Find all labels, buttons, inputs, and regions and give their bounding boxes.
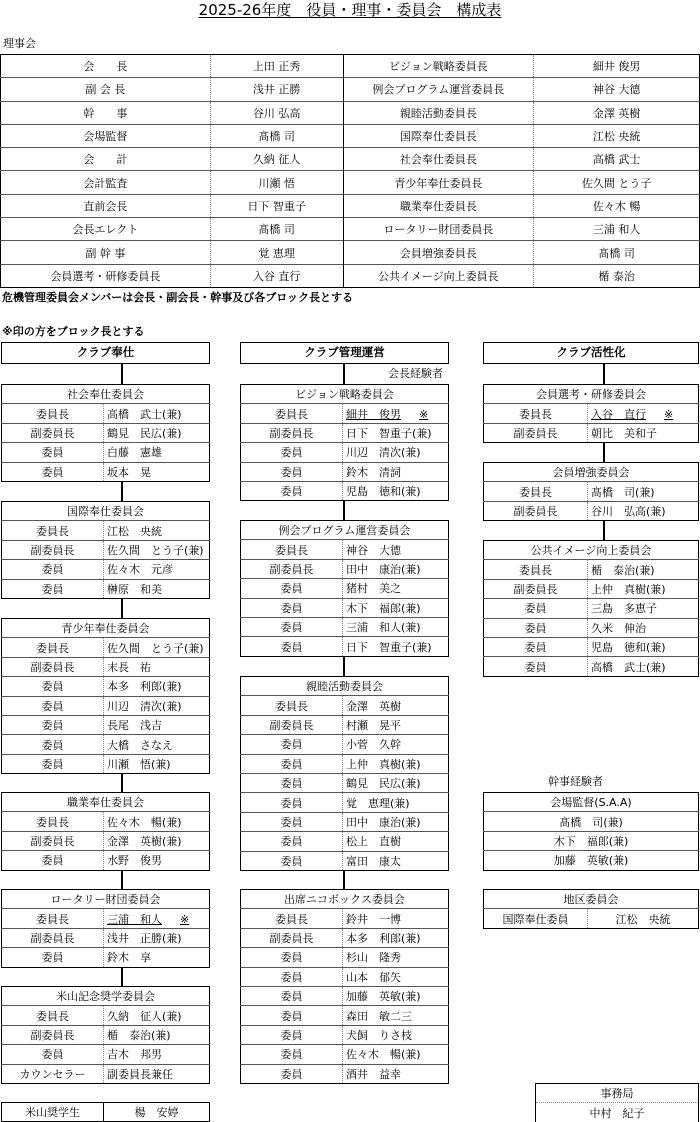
- committee-social: [1, 384, 210, 482]
- member-name: 佐久間 とう子(兼): [104, 638, 210, 657]
- member-name: 鈴木 清詞: [343, 462, 449, 481]
- member-name: 児島 徳和(兼): [343, 481, 449, 500]
- member-name: 高橋 武士(兼): [104, 404, 210, 423]
- board-name: 上田 正秀: [210, 55, 343, 78]
- past-secretary-label: 幹事経験者: [548, 775, 603, 788]
- committee-membership: [483, 462, 699, 521]
- member-name: 久納 征人(兼): [104, 1006, 210, 1025]
- member-name: 三浦 和人: [107, 912, 162, 926]
- board-name: 楯 泰治: [534, 264, 700, 287]
- connector: [343, 870, 345, 890]
- member-role: 委員: [241, 773, 343, 792]
- board-row: [1, 124, 700, 147]
- member-name: 佐々木 暢(兼): [343, 1045, 449, 1064]
- block-leader-mark: ※: [419, 407, 429, 421]
- board-label: 理事会: [3, 37, 36, 50]
- member-name: 楯 泰治(兼): [588, 560, 699, 579]
- board-row: [1, 148, 700, 171]
- member-name: 犬飼 りさ枝: [343, 1025, 449, 1044]
- member-name: 児島 徳和(兼): [588, 637, 699, 656]
- member-role: 委員: [241, 598, 343, 617]
- member-name: 浅井 正勝(兼): [104, 928, 210, 947]
- board-name: 佐久間 とう子: [534, 171, 700, 194]
- member-role: 委員: [241, 735, 343, 754]
- member-role: 委員: [2, 851, 104, 870]
- board-name: 神谷 大德: [534, 78, 700, 101]
- committee-title: 会場監督(S.A.A): [550, 796, 632, 810]
- committee-title: 社会奉仕委員会: [67, 388, 144, 402]
- board-name: 三浦 和人: [534, 218, 700, 241]
- member-role: 委員: [241, 832, 343, 851]
- member-name: 上仲 真樹(兼): [588, 579, 699, 598]
- committee-title: 出席ニコボックス委員会: [284, 893, 405, 907]
- member-role: 副委員長: [2, 1025, 104, 1044]
- block-leader-note: ※印の方をブロック長とする: [2, 325, 145, 338]
- member-role: カウンセラー: [2, 1064, 104, 1083]
- member-name: 日下 智重子(兼): [343, 423, 449, 442]
- member-name: 金澤 英樹: [343, 696, 449, 715]
- member-name: 小菅 久幹: [343, 735, 449, 754]
- office: [535, 1083, 699, 1122]
- member-role: 委員: [484, 637, 588, 656]
- member-role: 国際奉仕委員: [484, 909, 588, 928]
- committee-title: 青少年奉仕委員会: [61, 622, 150, 636]
- member-role: 委員: [2, 735, 104, 754]
- member-role: 委員長: [484, 482, 588, 501]
- member-name: 金澤 英樹(兼): [104, 831, 210, 850]
- committee-saa: [483, 792, 699, 871]
- board-role: 青少年奉仕委員長: [343, 171, 534, 194]
- committee-youth: [1, 618, 210, 774]
- committee-foundation: [1, 889, 210, 968]
- committee-vocational: [1, 792, 210, 871]
- member-name: 覚 恵理(兼): [343, 793, 449, 812]
- member-role: 委員: [484, 657, 588, 676]
- member-name: 鈴井 一博: [343, 909, 449, 928]
- member-role: 委員長: [2, 638, 104, 657]
- member-role: 副委員長: [484, 501, 588, 520]
- member-name: 神谷 大德: [343, 540, 449, 559]
- member-role: 委員長: [241, 404, 343, 423]
- board-role: 公共イメージ向上委員長: [343, 264, 534, 287]
- board-name: 高橋 武士: [534, 148, 700, 171]
- committee-selection: [483, 384, 699, 443]
- board-name: 覚 恵理: [210, 241, 343, 264]
- board-row: [1, 218, 700, 241]
- member-name: 鈴木 享: [104, 948, 210, 967]
- office-title: 事務局: [600, 1087, 634, 1101]
- board-role: 会長エレクト: [1, 218, 211, 241]
- member-role: 副委員長: [484, 423, 588, 442]
- member-role: 副委員長: [484, 579, 588, 598]
- member-name: 高橋 武士(兼): [588, 657, 699, 676]
- member-role: 副委員長: [2, 831, 104, 850]
- member-name: 江松 央統: [588, 909, 699, 928]
- connector: [121, 773, 123, 793]
- member-name: 木下 福郎(兼): [343, 598, 449, 617]
- member-name: 谷川 弘高(兼): [588, 501, 699, 520]
- block-leader-mark: ※: [180, 912, 190, 926]
- member-name: 髙橋 司(兼): [588, 482, 699, 501]
- board-role: 会 長: [1, 55, 211, 78]
- member-role: 委員長: [2, 812, 104, 831]
- member-name: 加藤 英敏(兼): [484, 851, 699, 870]
- member-name: 鶴見 民広(兼): [343, 773, 449, 792]
- member-role: 委員: [2, 948, 104, 967]
- committee-public-image: [483, 540, 699, 677]
- member-name: 長尾 浅吉: [104, 715, 210, 734]
- member-role: 委員長: [241, 696, 343, 715]
- member-role: 委員長: [2, 404, 104, 423]
- member-role: 委員: [241, 443, 343, 462]
- board-name: 佐々木 暢: [534, 194, 700, 217]
- page-title-text: 2025-26年度 役員・理事・委員会 構成表: [198, 1, 502, 19]
- member-role: 委員: [2, 754, 104, 773]
- board-name: 久納 征人: [210, 148, 343, 171]
- member-name: 江松 央統: [104, 521, 210, 540]
- member-role: 副委員長: [2, 657, 104, 676]
- committee-international: [1, 501, 210, 599]
- member-name: 川辺 清次(兼): [343, 443, 449, 462]
- connector: [603, 364, 605, 384]
- member-name: 細井 俊男: [346, 407, 401, 421]
- board-role: 会計監査: [1, 171, 211, 194]
- member-name: 富田 康太: [343, 851, 449, 870]
- board-name: 日下 智重子: [210, 194, 343, 217]
- member-name: 大橋 さなえ: [104, 735, 210, 754]
- board-table: [0, 54, 700, 288]
- block-leader-mark: ※: [664, 407, 674, 421]
- board-role: ロータリー財団委員長: [343, 218, 534, 241]
- member-name: 加藤 英敏(兼): [343, 986, 449, 1005]
- committee-program: [240, 520, 449, 657]
- member-role: 委員: [2, 560, 104, 579]
- committee-title: 国際奉仕委員会: [67, 505, 144, 519]
- member-name: 久米 伸治: [588, 618, 699, 637]
- member-name: 猪村 美之: [343, 579, 449, 598]
- board-role: 社会奉仕委員長: [343, 148, 534, 171]
- member-role: 委員長: [484, 404, 588, 423]
- member-name-block-leader: [343, 404, 449, 423]
- member-name-block-leader: [104, 909, 210, 928]
- committee-title: 職業奉仕委員会: [67, 796, 144, 810]
- board-role: 親睦活動委員長: [343, 101, 534, 124]
- board-role: 会場監督: [1, 124, 211, 147]
- connector: [603, 443, 605, 463]
- page-title: [0, 0, 700, 20]
- board-row: [1, 194, 700, 217]
- member-role: 副委員長: [241, 423, 343, 442]
- member-role: 委員: [241, 1025, 343, 1044]
- board-role: 副 幹 事: [1, 241, 211, 264]
- member-role: 委員: [2, 443, 104, 462]
- board-role: 国際奉仕委員長: [343, 124, 534, 147]
- member-role: 委員: [484, 599, 588, 618]
- committee-title: ビジョン戦略委員会: [295, 388, 394, 402]
- committee-fellowship: [240, 676, 449, 871]
- member-role: 委員: [241, 462, 343, 481]
- member-role: 委員: [241, 851, 343, 870]
- member-role: 委員: [241, 948, 343, 967]
- member-role: 委員: [241, 617, 343, 636]
- committee-yoneyama: [1, 986, 210, 1084]
- member-role: 委員長: [2, 909, 104, 928]
- member-role: 委員: [241, 481, 343, 500]
- member-name: 坂本 晃: [104, 462, 210, 481]
- member-role: 委員: [241, 754, 343, 773]
- connector: [121, 482, 123, 502]
- crisis-note: 危機管理委員会メンバーは会長・副会長・幹事及び各ブロック長とする: [2, 291, 354, 304]
- committee-title: 会員選考・研修委員会: [536, 388, 646, 402]
- member-role: 副委員長: [2, 928, 104, 947]
- committee-title: 親睦活動委員会: [306, 680, 383, 694]
- board-name: 川瀬 悟: [210, 171, 343, 194]
- board-row: [1, 264, 700, 287]
- member-name: 本多 利郎(兼): [343, 928, 449, 947]
- member-role: 委員: [241, 1045, 343, 1064]
- member-name: 日下 智重子(兼): [343, 637, 449, 656]
- member-role: 副委員長: [2, 540, 104, 559]
- member-role: 委員: [2, 677, 104, 696]
- member-name: 楊 安婷: [134, 1106, 179, 1120]
- connector: [603, 521, 605, 541]
- member-role: 委員: [2, 462, 104, 481]
- member-name: 三島 多恵子: [588, 599, 699, 618]
- board-name: 髙橋 司: [210, 218, 343, 241]
- board-row: [1, 55, 700, 78]
- member-name: 川瀬 悟(兼): [104, 754, 210, 773]
- board-name: 髙橋 司: [210, 124, 343, 147]
- member-name: 田中 康治(兼): [343, 559, 449, 578]
- member-role: 委員: [484, 618, 588, 637]
- member-role: 委員: [241, 812, 343, 831]
- connector: [121, 967, 123, 987]
- board-name: 谷川 弘高: [210, 101, 343, 124]
- member-role: 副委員長: [2, 423, 104, 442]
- member-name: 佐久間 とう子(兼): [104, 540, 210, 559]
- member-name: 髙橋 司(兼): [484, 812, 699, 831]
- committee-title: 例会プログラム運営委員会: [278, 524, 411, 538]
- member-name: 松上 直樹: [343, 832, 449, 851]
- board-name: 浅井 正勝: [210, 78, 343, 101]
- member-role: 委員: [241, 986, 343, 1005]
- connector: [343, 657, 345, 677]
- board-role: 会 計: [1, 148, 211, 171]
- connector: [343, 364, 345, 384]
- board-name: 金澤 英樹: [534, 101, 700, 124]
- committee-title: 地区委員会: [563, 893, 619, 907]
- committee-nikobox: [240, 889, 449, 1084]
- yoneyama-scholar: [1, 1102, 210, 1122]
- board-role: 直前会長: [1, 194, 211, 217]
- member-role: 副委員長: [241, 928, 343, 947]
- board-role: 副 会 長: [1, 78, 211, 101]
- member-name: 榊原 和美: [104, 579, 210, 598]
- member-name: 森田 敏二三: [343, 1006, 449, 1025]
- member-role: 委員: [241, 793, 343, 812]
- member-role: 委員長: [484, 560, 588, 579]
- member-name: 鶴見 民広(兼): [104, 423, 210, 442]
- member-name: 上仲 真樹(兼): [343, 754, 449, 773]
- member-name: 三浦 和人(兼): [343, 617, 449, 636]
- committee-title: 米山記念奨学委員会: [56, 990, 155, 1004]
- member-name: 木下 福郎(兼): [484, 831, 699, 850]
- member-name: 本多 利郎(兼): [104, 677, 210, 696]
- board-row: [1, 241, 700, 264]
- member-role: 委員: [2, 715, 104, 734]
- member-name: 山本 郁矢: [343, 967, 449, 986]
- member-role: 委員: [241, 1064, 343, 1083]
- connector: [121, 870, 123, 890]
- member-role: 委員長: [241, 909, 343, 928]
- member-name: 入谷 直行: [591, 407, 646, 421]
- member-name: 朝比 美和子: [588, 423, 699, 442]
- member-role: 委員: [2, 579, 104, 598]
- committee-vision: [240, 384, 449, 501]
- member-role: 米山奨学生: [2, 1103, 104, 1122]
- member-name: 川辺 清次(兼): [104, 696, 210, 715]
- member-name-block-leader: [588, 404, 699, 423]
- committee-title: 公共イメージ向上委員会: [530, 544, 652, 558]
- board-role: ビジョン戦略委員長: [343, 55, 534, 78]
- member-name: 白藤 憲雄: [104, 443, 210, 462]
- member-name: 佐々木 元彦: [104, 560, 210, 579]
- member-role: 委員: [2, 1045, 104, 1064]
- member-name: 村瀬 晃平: [343, 715, 449, 734]
- member-role: 委員長: [2, 1006, 104, 1025]
- board-role: 幹 事: [1, 101, 211, 124]
- board-role: 会員選考・研修委員長: [1, 264, 211, 287]
- past-president-label: 会長経験者: [388, 367, 443, 380]
- board-row: [1, 171, 700, 194]
- committee-district: [483, 889, 699, 929]
- board-row: [1, 78, 700, 101]
- board-role: 例会プログラム運営委員長: [343, 78, 534, 101]
- board-name: 細井 俊男: [592, 60, 641, 74]
- block-club-service: クラブ奉仕: [1, 342, 210, 364]
- member-role: 副委員長: [241, 559, 343, 578]
- block-club-admin: クラブ管理運営: [240, 342, 449, 364]
- committee-title: 会員増強委員会: [552, 466, 630, 480]
- member-name: 酒井 益幸: [343, 1064, 449, 1083]
- member-role: 副委員長: [241, 715, 343, 734]
- member-role: 委員: [241, 967, 343, 986]
- member-name: 田中 康治(兼): [343, 812, 449, 831]
- member-name: 楯 泰治(兼): [104, 1025, 210, 1044]
- member-name: 吉木 邦男: [104, 1045, 210, 1064]
- member-name: 副委員長兼任: [104, 1064, 210, 1083]
- connector: [121, 364, 123, 384]
- board-name: 入谷 直行: [210, 264, 343, 287]
- board-name: 髙橋 司: [534, 241, 700, 264]
- member-name: 杉山 隆秀: [343, 948, 449, 967]
- board-name: 江松 央統: [534, 124, 700, 147]
- member-role: 委員長: [241, 540, 343, 559]
- member-name: 水野 俊男: [104, 851, 210, 870]
- board-role: 会員増強委員長: [343, 241, 534, 264]
- member-name: 末長 祐: [104, 657, 210, 676]
- member-role: 委員: [2, 696, 104, 715]
- member-role: 委員: [241, 637, 343, 656]
- board-row: [1, 101, 700, 124]
- member-role: 委員: [241, 1006, 343, 1025]
- board-role: 職業奉仕委員長: [343, 194, 534, 217]
- connector: [343, 501, 345, 521]
- committee-title: ロータリー財団委員会: [50, 893, 161, 907]
- member-name: 中村 紀子: [536, 1103, 699, 1122]
- connector: [121, 599, 123, 619]
- member-name: 佐々木 暢(兼): [104, 812, 210, 831]
- member-role: 委員: [241, 579, 343, 598]
- block-club-activation: クラブ活性化: [483, 342, 699, 364]
- member-role: 委員長: [2, 521, 104, 540]
